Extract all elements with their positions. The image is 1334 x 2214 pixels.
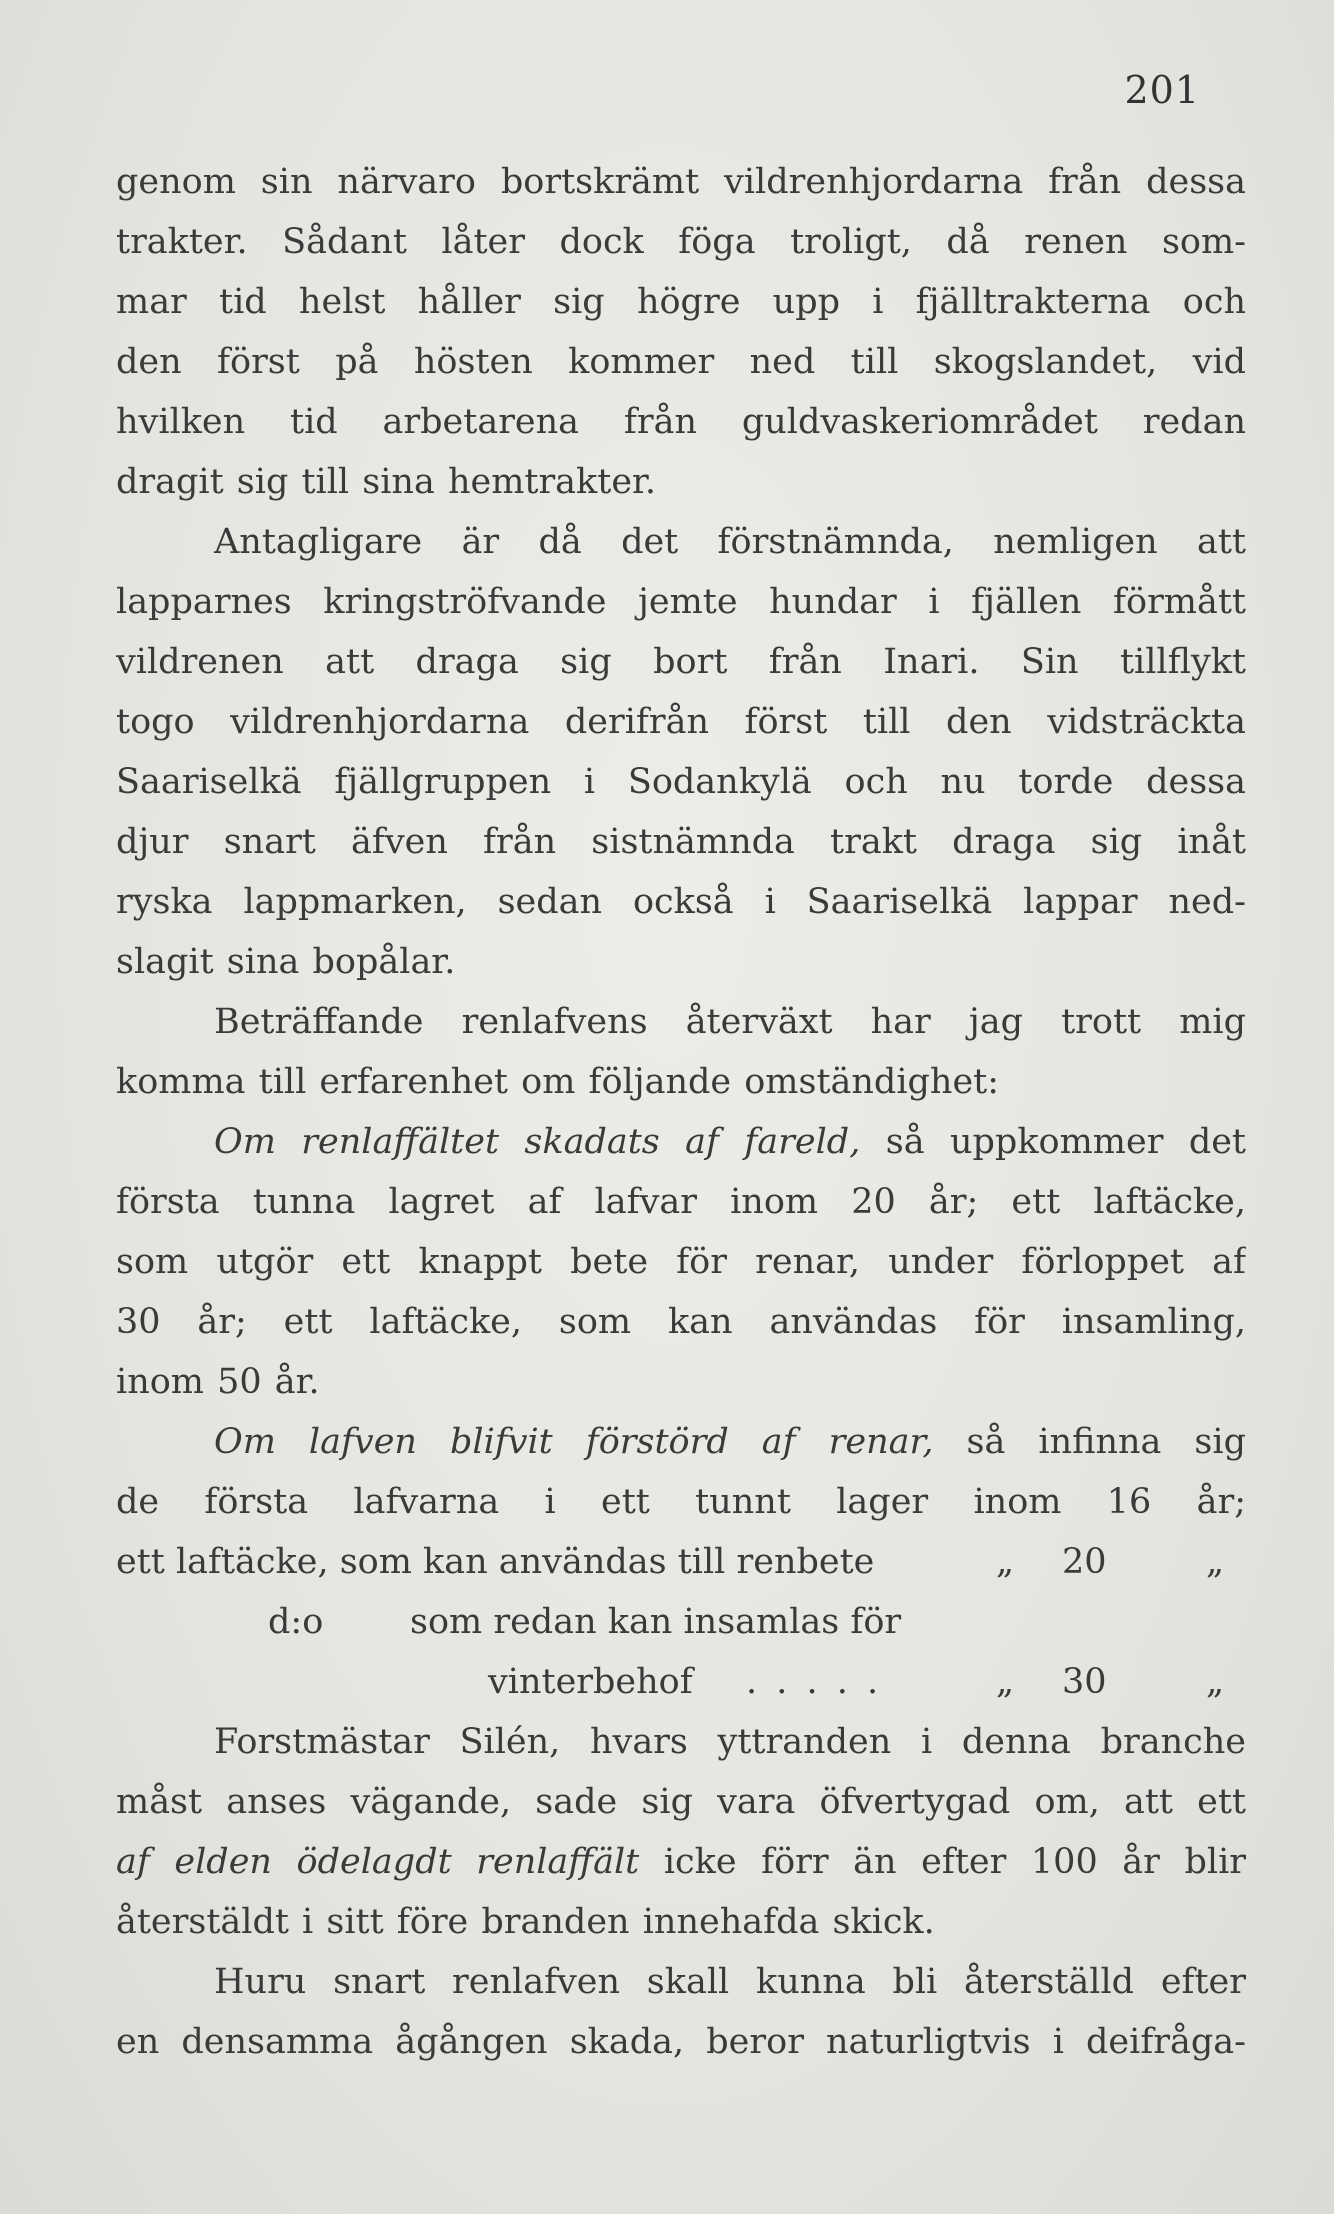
table-text: som redan kan insamlas för xyxy=(410,1602,902,1642)
text-run: så infinna sig xyxy=(966,1422,1246,1462)
italic-phrase: Om lafven blifvit förstörd af renar, xyxy=(214,1422,934,1462)
text-line: djur snart äfven från sistnämnda trakt draga sig inåt xyxy=(116,822,1246,862)
ditto-mark: „ xyxy=(996,1542,1015,1582)
ditto-label: d:o xyxy=(268,1602,324,1642)
text-line: inom 50 år. xyxy=(116,1362,320,1402)
text-line: genom sin närvaro bortskrämt vildrenhjordarna från dessa xyxy=(116,162,1246,202)
text-line: komma till erfarenhet om följande omständighet: xyxy=(116,1062,1000,1102)
table-text: ett laftäcke, som kan användas till renbete xyxy=(116,1542,875,1582)
table-row xyxy=(116,1652,1246,1712)
text-line: Forstmästar Silén, hvars yttranden i denna branche xyxy=(214,1722,1246,1762)
italic-phrase: Om renlaffältet skadats af fareld, xyxy=(214,1122,861,1162)
text-line: hvilken tid arbetarena från guldvaskeriområdet redan xyxy=(116,402,1246,442)
text-line: återstäldt i sitt före branden innehafda skick. xyxy=(116,1902,935,1942)
text-line: den först på hösten kommer ned till skogslandet, vid xyxy=(116,342,1246,382)
text-line: 30 år; ett laftäcke, som kan användas för insamling, xyxy=(116,1302,1246,1342)
text-line: ryska lappmarken, sedan också i Saariselkä lappar ned- xyxy=(116,882,1246,922)
leader-dots: . . . . . xyxy=(746,1662,883,1702)
table-text: vinterbehof xyxy=(488,1662,693,1702)
text-line: måst anses vägande, sade sig vara öfvertygad om, att ett xyxy=(116,1782,1246,1822)
italic-phrase: af elden ödelagdt renlaffält xyxy=(116,1842,640,1882)
text-line: togo vildrenhjordarna derifrån först till den vidsträckta xyxy=(116,702,1246,742)
text-line: första tunna lagret af lafvar inom 20 år; ett laftäcke, xyxy=(116,1182,1246,1222)
text-line: Beträffande renlafvens återväxt har jag trott mig xyxy=(214,1002,1246,1042)
text-line xyxy=(116,1112,1246,1172)
table-row xyxy=(116,1592,1246,1652)
text-line: mar tid helst håller sig högre upp i fjälltrakterna och xyxy=(116,282,1246,322)
ditto-mark: „ xyxy=(996,1662,1015,1702)
text-run: så uppkommer det xyxy=(885,1122,1246,1162)
text-line: de första lafvarna i ett tunnt lager inom 16 år; xyxy=(116,1482,1246,1522)
text-line: dragit sig till sina hemtrakter. xyxy=(116,462,657,502)
text-line: vildrenen att draga sig bort från Inari. Sin tillflykt xyxy=(116,642,1246,682)
text-run: icke förr än efter 100 år blir xyxy=(663,1842,1246,1882)
text-line: slagit sina bopålar. xyxy=(116,942,456,982)
ditto-mark: „ xyxy=(1206,1542,1225,1582)
ditto-mark: „ xyxy=(1206,1662,1225,1702)
table-number: 30 xyxy=(1062,1662,1107,1702)
text-line: trakter. Sådant låter dock föga troligt, då renen som- xyxy=(116,222,1246,262)
page-number: 201 xyxy=(1124,68,1200,112)
body-text xyxy=(116,152,1246,2072)
text-line: lapparnes kringströfvande jemte hundar i fjällen förmått xyxy=(116,582,1246,622)
table-number: 20 xyxy=(1062,1542,1107,1582)
text-line: Saariselkä fjällgruppen i Sodankylä och nu torde dessa xyxy=(116,762,1246,802)
text-line xyxy=(116,1832,1246,1892)
text-line: som utgör ett knappt bete för renar, under förloppet af xyxy=(116,1242,1246,1282)
text-line: Huru snart renlafven skall kunna bli återställd efter xyxy=(214,1962,1246,2002)
text-line: en densamma ågången skada, beror naturligtvis i deifråga- xyxy=(116,2022,1246,2062)
table-row xyxy=(116,1532,1246,1592)
text-line xyxy=(116,1412,1246,1472)
text-line: Antagligare är då det förstnämnda, nemligen att xyxy=(214,522,1246,562)
